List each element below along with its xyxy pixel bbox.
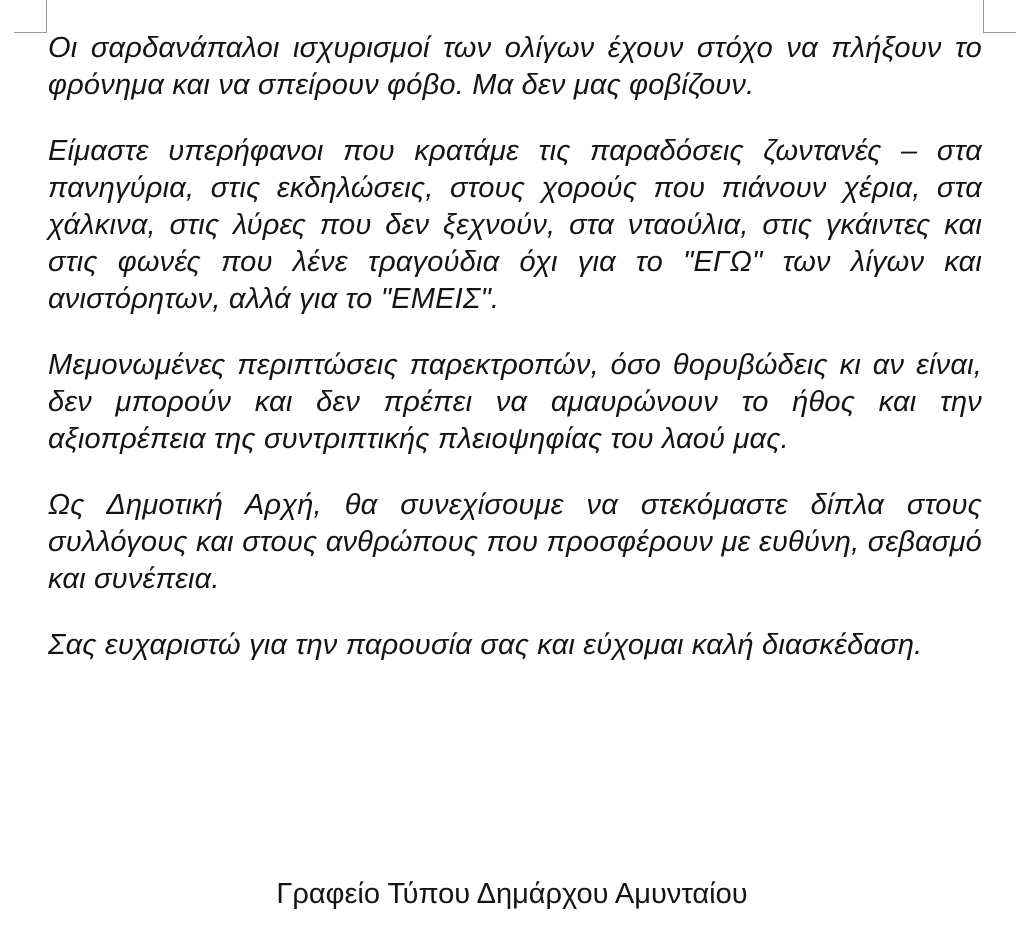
signature-line: Γραφείο Τύπου Δημάρχου Αμυνταίου — [276, 878, 748, 910]
top-right-crop-mark — [983, 0, 1016, 33]
paragraph-1: Οι σαρδανάπαλοι ισχυρισμοί των ολίγων έχουν στόχο να πλήξουν το φρόνημα και να σπείρουν φόβο. Μα δεν μας φοβίζουν. — [48, 32, 982, 101]
paragraph-5: Σας ευχαριστώ για την παρουσία σας και εύχομαι καλή διασκέδαση. — [48, 629, 923, 661]
paragraph-3: Μεμονωμένες περιπτώσεις παρεκτροπών, όσο θορυβώδεις κι αν είναι, δεν μπορούν και δεν πρέπει να αμαυρώνουν το ήθος και την αξιοπρέπεια της συντριπτικής πλειοψηφίας του λαού μας. — [48, 349, 982, 455]
paragraph-2: Είμαστε υπερήφανοι που κρατάμε τις παραδόσεις ζωντανές – στα πανηγύρια, στις εκδηλώσεις, στους χορούς που πιάνουν χέρια, στα χάλκινα, στις λύρες που δεν ξεχνούν, στα νταούλια, στις γκάιντες και στις φωνές που λένε τραγούδια όχι για το "ΕΓΩ" των λίγων και ανιστόρητων, αλλά για το "ΕΜΕΙΣ". — [48, 135, 982, 315]
document-body — [48, 30, 982, 693]
paragraph-4: Ως Δημοτική Αρχή, θα συνεχίσουμε να στεκόμαστε δίπλα στους συλλόγους και στους ανθρώπους που προσφέρουν με ευθύνη, σεβασμό και συνέπεια. — [48, 489, 982, 595]
top-left-crop-mark — [14, 0, 47, 33]
